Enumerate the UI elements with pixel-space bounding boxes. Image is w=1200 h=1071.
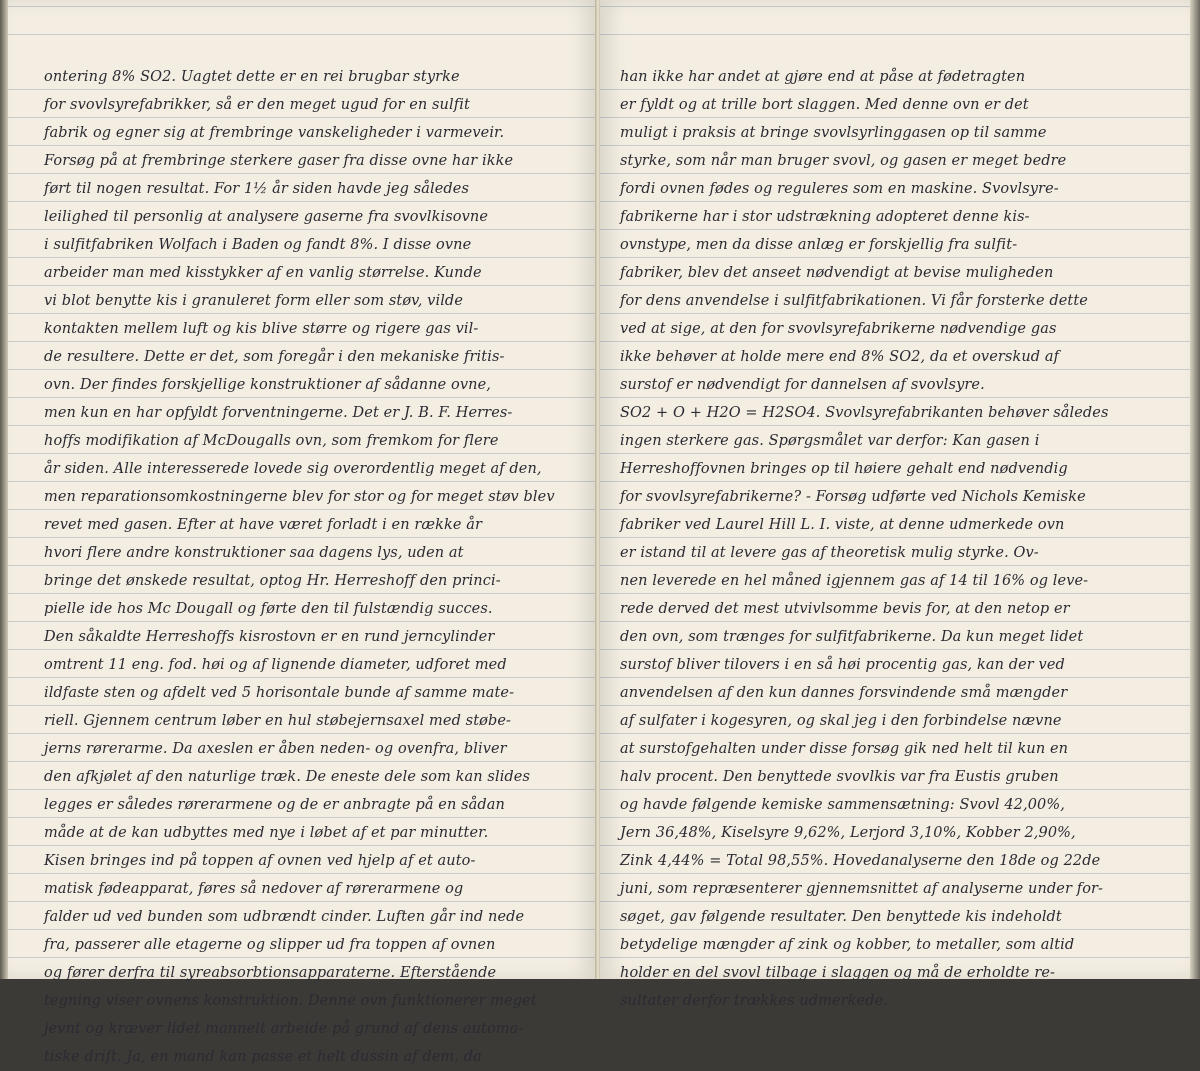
handwritten-line: tegning viser ovnens konstruktion. Denne ovn funktionerer meget (44, 993, 537, 1009)
handwritten-line: ontering 8% SO2. Uagtet dette er en rei brugbar styrke (44, 69, 460, 85)
handwritten-line: riell. Gjennem centrum løber en hul støbejernsaxel med støbe- (44, 713, 512, 729)
handwritten-line: falder ud ved bunden som udbrændt cinder. Luften går ind nede (44, 909, 525, 925)
handwritten-line: er fyldt og at trille bort slaggen. Med denne ovn er det (620, 97, 1029, 113)
handwritten-line: bringe det ønskede resultat, optog Hr. Herreshoff den princi- (44, 573, 501, 589)
handwritten-line: ført til nogen resultat. For 1½ år siden havde jeg således (44, 181, 470, 197)
handwritten-line: Jern 36,48%, Kiselsyre 9,62%, Lerjord 3,10%, Kobber 2,90%, (620, 825, 1076, 841)
handwritten-line: matisk fødeapparat, føres så nedover af rørerarmene og (44, 881, 464, 897)
handwritten-line: og havde følgende kemiske sammensætning: Svovl 42,00%, (620, 797, 1065, 813)
handwritten-line: søget, gav følgende resultater. Den benyttede kis indeholdt (620, 909, 1062, 925)
handwritten-line: måde at de kan udbyttes med nye i løbet af et par minutter. (44, 825, 489, 841)
handwritten-line: holder en del svovl tilbage i slaggen og må de erholdte re- (620, 965, 1056, 981)
handwritten-line: fordi ovnen fødes og reguleres som en maskine. Svovlsyre- (620, 181, 1059, 197)
handwritten-line: af sulfater i kogesyren, og skal jeg i den forbindelse nævne (620, 713, 1062, 729)
handwritten-line: ikke behøver at holde mere end 8% SO2, da et overskud af (620, 349, 1060, 365)
left-page (8, 0, 596, 1065)
handwritten-line: muligt i praksis at bringe svovlsyrlinggasen op til samme (620, 125, 1047, 141)
handwritten-line: halv procent. Den benyttede svovlkis var fra Eustis gruben (620, 769, 1059, 785)
handwritten-line: fra, passerer alle etagerne og slipper ud fra toppen af ovnen (44, 937, 496, 953)
handwritten-line: for svovlsyrefabrikerne? - Forsøg udførte ved Nichols Kemiske (620, 489, 1086, 505)
handwritten-line: for svovlsyrefabrikker, så er den meget ugud for en sulfit (44, 97, 470, 113)
handwritten-line: omtrent 11 eng. fod. høi og af lignende diameter, udforet med (44, 657, 507, 673)
handwritten-line: surstof bliver tilovers i en så høi procentig gas, kan der ved (620, 657, 1065, 673)
handwritten-line: for dens anvendelse i sulfitfabrikationen. Vi får forsterke dette (620, 293, 1088, 309)
handwritten-line: jerns rørerarme. Da axeslen er åben neden- og ovenfra, bliver (44, 741, 507, 757)
handwritten-line: juni, som repræsenterer gjennemsnittet af analyserne under for- (620, 881, 1104, 897)
handwritten-line: ved at sige, at den for svovlsyrefabrikerne nødvendige gas (620, 321, 1057, 337)
handwritten-line: Herreshoffovnen bringes op til høiere gehalt end nødvendig (620, 461, 1068, 477)
right-page-handwritten-text (620, 63, 1178, 1015)
handwritten-line: styrke, som når man bruger svovl, og gasen er meget bedre (620, 153, 1067, 169)
handwritten-line: men reparationsomkostningerne blev for stor og for meget støv blev (44, 489, 555, 505)
handwritten-line: ingen sterkere gas. Spørgsmålet var derfor: Kan gasen i (620, 433, 1040, 449)
handwritten-line: Kisen bringes ind på toppen af ovnen ved hjelp af et auto- (44, 853, 476, 869)
handwritten-line: den ovn, som trænges for sulfitfabrikerne. Da kun meget lidet (620, 629, 1084, 645)
handwritten-line: er istand til at levere gas af theoretisk mulig styrke. Ov- (620, 545, 1039, 561)
handwritten-line: hvori flere andre konstruktioner saa dagens lys, uden at (44, 545, 464, 561)
handwritten-line: fabrik og egner sig at frembringe vanskeligheder i varmeveir. (44, 125, 505, 141)
handwritten-line: ovnstype, men da disse anlæg er forskjellig fra sulfit- (620, 237, 1018, 253)
handwritten-line: i sulfitfabriken Wolfach i Baden og fandt 8%. I disse ovne (44, 237, 472, 253)
handwritten-line: leilighed til personlig at analysere gaserne fra svovlkisovne (44, 209, 489, 225)
handwritten-line: men kun en har opfyldt forventningerne. Det er J. B. F. Herres- (44, 405, 513, 421)
handwritten-line: arbeider man med kisstykker af en vanlig størrelse. Kunde (44, 265, 482, 281)
handwritten-line: pielle ide hos Mc Dougall og førte den til fulstændig succes. (44, 601, 493, 617)
left-page-handwritten-text (44, 63, 581, 1071)
right-page-edge (1190, 0, 1200, 979)
handwritten-line: revet med gasen. Efter at have været forladt i en række år (44, 517, 483, 533)
handwritten-line: den afkjølet af den naturlige træk. De eneste dele som kan slides (44, 769, 531, 785)
handwritten-line: de resultere. Dette er det, som foregår i den mekaniske fritis- (44, 349, 505, 365)
handwritten-line: tiske drift. Ja, en mand kan passe et helt dussin af dem, da (44, 1049, 482, 1065)
handwritten-line: Forsøg på at frembringe sterkere gaser fra disse ovne har ikke (44, 153, 514, 169)
handwritten-line: fabriker, blev det anseet nødvendigt at bevise muligheden (620, 265, 1054, 281)
handwritten-line: Den såkaldte Herreshoffs kisrostovn er en rund jerncylinder (44, 629, 495, 645)
handwritten-line: kontakten mellem luft og kis blive større og rigere gas vil- (44, 321, 479, 337)
handwritten-line: ildfaste sten og afdelt ved 5 horisontale bunde af samme mate- (44, 685, 515, 701)
handwritten-line: rede derved det mest utvivlsomme bevis for, at den netop er (620, 601, 1070, 617)
left-page-edge (0, 0, 8, 979)
handwritten-line: sultater derfor trækkes udmerkede. (620, 993, 888, 1009)
handwritten-line: nen leverede en hel måned igjennem gas af 14 til 16% og leve- (620, 573, 1089, 589)
right-page (600, 0, 1190, 1009)
handwritten-line: anvendelsen af den kun dannes forsvindende små mængder (620, 685, 1068, 701)
handwritten-line: surstof er nødvendigt for dannelsen af svovlsyre. (620, 377, 985, 393)
handwritten-line: ovn. Der findes forskjellige konstruktioner af sådanne ovne, (44, 377, 491, 393)
handwritten-line: vi blot benytte kis i granuleret form eller som støv, vilde (44, 293, 463, 309)
handwritten-line: legges er således rørerarmene og de er anbragte på en sådan (44, 797, 505, 813)
handwritten-line: han ikke har andet at gjøre end at påse at fødetragten (620, 69, 1026, 85)
handwritten-line: år siden. Alle interesserede lovede sig overordentlig meget af den, (44, 461, 542, 477)
handwritten-line: at surstofgehalten under disse forsøg gik ned helt til kun en (620, 741, 1069, 757)
handwritten-line: jevnt og kræver lidet mannelt arbeide på grund af dens automa- (44, 1021, 524, 1037)
handwritten-line: fabrikerne har i stor udstrækning adopteret denne kis- (620, 209, 1030, 225)
handwritten-line: SO2 + O + H2O = H2SO4. Svovlsyrefabrikanten behøver således (620, 405, 1109, 421)
handwritten-line: hoffs modifikation af McDougalls ovn, som fremkom for flere (44, 433, 499, 449)
handwritten-line: fabriker ved Laurel Hill L. I. viste, at denne udmerkede ovn (620, 517, 1065, 533)
handwritten-line: og fører derfra til syreabsorbtionsapparaterne. Efterstående (44, 965, 497, 981)
handwritten-line: betydelige mængder af zink og kobber, to metaller, som altid (620, 937, 1075, 953)
handwritten-line: Zink 4,44% = Total 98,55%. Hovedanalyserne den 18de og 22de (620, 853, 1101, 869)
